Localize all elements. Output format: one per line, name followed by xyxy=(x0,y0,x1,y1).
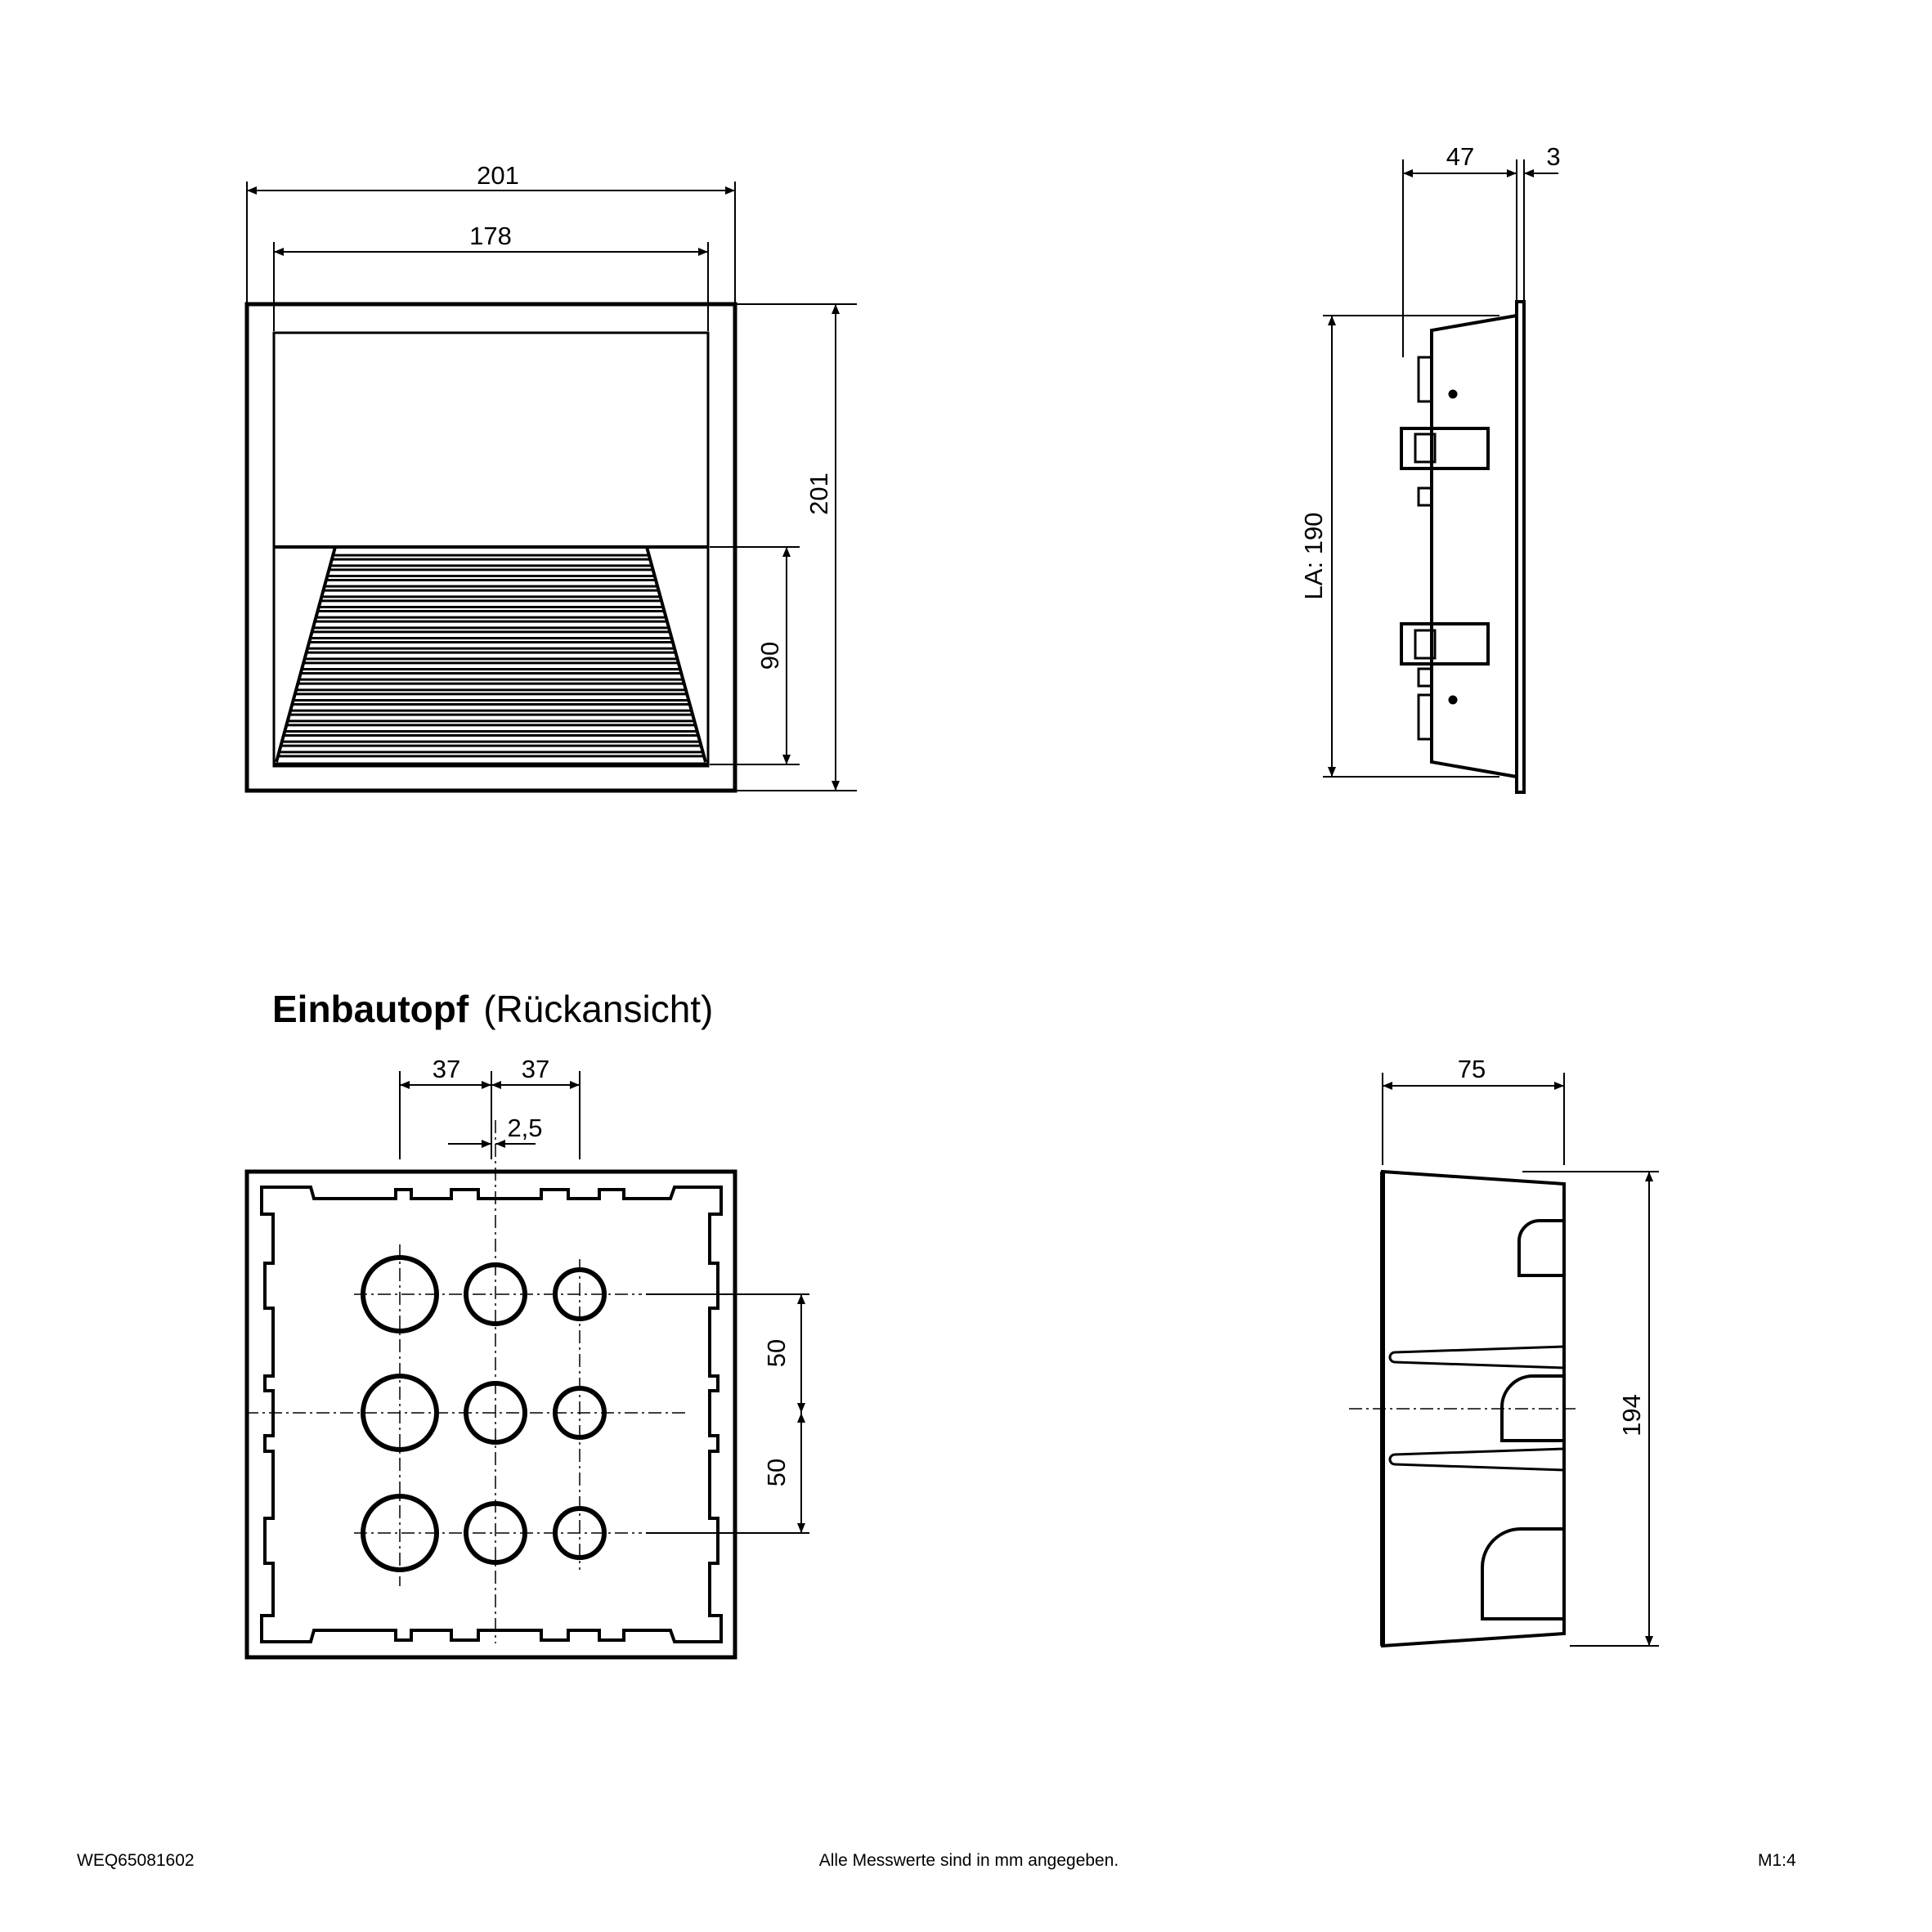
front-view xyxy=(247,304,735,791)
box-rear-title-bold: Einbautopf xyxy=(272,988,469,1030)
dim-width-outer-label: 201 xyxy=(477,161,519,190)
louvre-slats xyxy=(279,555,704,756)
dim-box-height-label: 194 xyxy=(1617,1394,1646,1437)
dim-right-label: 37 xyxy=(521,1055,550,1083)
louvre-right-slant xyxy=(647,547,706,762)
dim-left-label: 37 xyxy=(432,1055,461,1083)
box-inner-outline xyxy=(262,1187,721,1642)
dim-height-label: 201 xyxy=(805,473,833,515)
article-number: WEQ65081602 xyxy=(77,1851,195,1870)
box-side-rib-upper xyxy=(1390,1347,1564,1368)
dim-depth-label: 47 xyxy=(1446,142,1475,171)
dim-upper-label: 50 xyxy=(762,1338,791,1368)
dim-offset-label: 2,5 xyxy=(507,1114,543,1142)
lower-screw xyxy=(1449,696,1457,704)
lower-clip-bottom xyxy=(1419,695,1432,739)
dim-plate-label: 3 xyxy=(1546,142,1561,171)
housing-body xyxy=(1432,316,1517,777)
box-outer-frame xyxy=(247,1172,735,1657)
dim-lower-label: 50 xyxy=(762,1458,791,1487)
box-side-knockout-top xyxy=(1519,1221,1564,1275)
box-rear-view xyxy=(245,1120,735,1657)
box-side-view xyxy=(1349,1172,1578,1646)
box-rear-title xyxy=(272,988,713,1030)
box-side-rib-lower xyxy=(1390,1449,1564,1470)
lower-clip-small xyxy=(1419,669,1432,686)
upper-clip-top xyxy=(1419,357,1432,401)
dim-width-inner-label: 178 xyxy=(469,222,512,250)
upper-screw xyxy=(1449,390,1457,398)
measurement-note: Alle Messwerte sind in mm angegeben. xyxy=(818,1851,1119,1870)
center-lines xyxy=(245,1120,687,1643)
louvre-left-slant xyxy=(276,547,335,762)
dim-mount-label: LA: 190 xyxy=(1299,512,1328,600)
box-side-knockout-bottom xyxy=(1482,1529,1564,1619)
scale-label: M1:4 xyxy=(1758,1851,1796,1870)
dim-box-depth-label: 75 xyxy=(1457,1055,1486,1083)
box-side-dimensions xyxy=(1383,1073,1659,1646)
upper-clip-small xyxy=(1419,488,1432,505)
box-rear-title-regular: (Rückansicht) xyxy=(483,988,714,1030)
side-view xyxy=(1401,302,1524,792)
dim-louvre-label: 90 xyxy=(755,641,784,670)
